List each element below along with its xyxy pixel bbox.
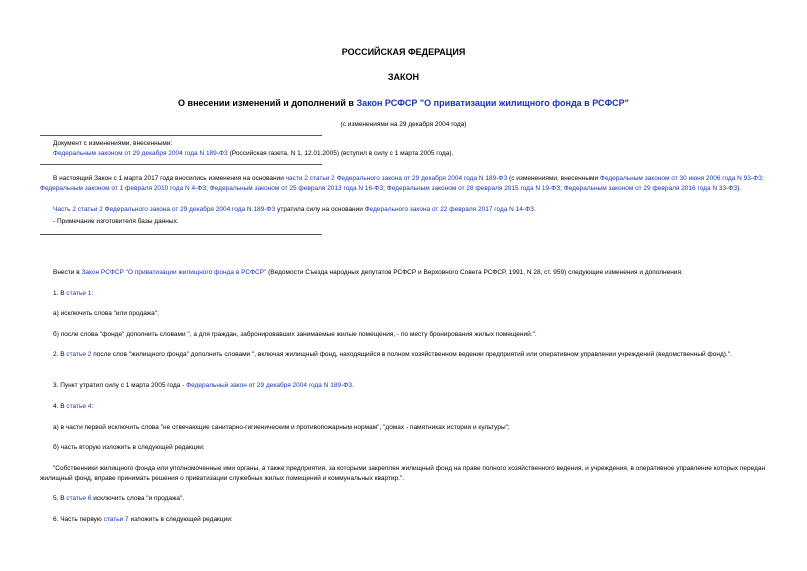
law-reference-link[interactable]: Федеральным законом от 1 февраля 2010 года N 4-ФЗ [40, 185, 207, 192]
changes-note-source: (Российская газета, N 1, 12.01.2005) (вступил в силу с 1 марта 2005 года). [227, 150, 454, 157]
item-1b: б) после слова "фонде" дополнить словами ", а для граждан, забронировавших занимаемые жилые помещения, - по месту бронирования жилых помещений.". [53, 331, 537, 338]
law-reference-link[interactable]: статье 1 [66, 290, 92, 297]
text-run: 3. Пункт утратил силу с 1 марта 2005 года - [53, 382, 187, 389]
text-run: . [352, 382, 354, 389]
text-run: 1. В [53, 290, 67, 297]
law-reference-link[interactable]: Часть 2 статьи 2 Федерального закона от 29 декабря 2004 года N 189-ФЗ [53, 206, 276, 213]
text-run: 2. В [53, 351, 67, 358]
amendment-note-p2 [40, 205, 770, 215]
law-reference-link[interactable]: статье 2 [66, 351, 92, 358]
text-run: исключить слова "и продажа". [91, 495, 185, 502]
item-4b: б) часть вторую изложить в следующей редакции: [53, 444, 205, 451]
law-reference-link[interactable]: Федеральным законом от 28 февраля 2015 года N 19-ФЗ [386, 185, 561, 192]
doc-type-heading: ЗАКОН [387, 72, 420, 82]
law-reference-link[interactable]: Федеральный закон от 29 декабря 2004 года N 189-ФЗ [186, 382, 353, 389]
changes-note [40, 139, 770, 159]
divider [40, 135, 322, 136]
law-reference-link[interactable]: статье 4 [66, 403, 92, 410]
item-5 [40, 494, 770, 504]
text-run: утратила силу на основании [275, 206, 365, 213]
fz-189-link[interactable]: Федеральным законом от 29 декабря 2004 года N 189-ФЗ [53, 150, 228, 157]
title-law-link[interactable]: Закон РСФСР "О приватизации жилищного фонда в РСФСР" [356, 98, 629, 108]
text-run: . [533, 206, 536, 213]
item-3 [40, 381, 770, 391]
text-run: изложить в следующей редакции: [128, 516, 233, 523]
law-reference-link[interactable]: статьи 7 [103, 516, 129, 523]
divider [40, 234, 322, 235]
text-run: : [91, 403, 94, 410]
law-reference-link[interactable]: Закон РСФСР "О приватизации жилищного фонда в РСФСР" [81, 269, 267, 276]
text-run: Внести в [53, 269, 82, 276]
item-1a: а) исключить слова "или продажа"; [53, 310, 159, 317]
text-run: ; [761, 175, 764, 182]
item-4a: а) в части первой исключить слова "не отвечающие санитарно-гигиеническим и противопожарным нормам", "домах - памятниках истории и культуры"; [53, 424, 510, 431]
text-run: В настоящий Закон с 1 марта 2017 года вносились изменения на основании [53, 175, 286, 182]
law-reference-link[interactable]: статье 6 [66, 495, 92, 502]
law-reference-link[interactable]: части 2 статьи 2 Федерального закона от 29 декабря 2004 года N 189-ФЗ [285, 175, 508, 182]
text-run: ; [206, 185, 210, 192]
doc-title [0, 98, 807, 108]
item-4 [40, 402, 770, 412]
intro-paragraph [40, 268, 770, 278]
item-1 [40, 289, 770, 299]
item-6 [40, 515, 770, 525]
text-run: ; [560, 185, 564, 192]
law-reference-link[interactable]: Федеральным законом от 30 июня 2006 года N 93-ФЗ [599, 175, 762, 182]
text-run: ; [383, 185, 387, 192]
law-reference-link[interactable]: Федеральным законом от 29 февраля 2016 года N 33-ФЗ [563, 185, 738, 192]
changes-note-label: Документ с изменениями, внесенными: [53, 140, 173, 147]
item-4-quote: "Собственники жилищного фонда или уполномоченные ими органы, а также предприятия, за которыми закреплен жилищный фонд на праве полного хозяйственного ведения, и учреждения, в оперативное управление которых передан жилищный фонд, вправе принимать решения о приватизации служебных жилых помещений и коммунальных квартир.". [40, 465, 766, 482]
law-reference-link[interactable]: Федерального закона от 22 февраля 2017 года N 14-ФЗ [364, 206, 534, 213]
item-2 [40, 350, 770, 360]
title-prefix: О внесении изменений и дополнений в [178, 98, 357, 108]
text-run: после слов "жилищного фонда" дополнить словами ", включая жилищный фонд, находящийся в полном хозяйственном ведении предприятий или оперативном управлении учреждений (ведомственный фонд).". [91, 351, 732, 358]
country-heading: РОССИЙСКАЯ ФЕДЕРАЦИЯ [341, 47, 466, 57]
text-run: ). [737, 185, 742, 192]
divider [40, 164, 322, 165]
text-run: : [91, 290, 94, 297]
text-run: 6. Часть первую [53, 516, 104, 523]
text-run: 5. В [53, 495, 67, 502]
text-run: 4. В [53, 403, 67, 410]
edition-note: (с изменениями на 29 декабря 2004 года) [340, 121, 467, 128]
amendment-note-p1 [40, 174, 770, 194]
text-run: (Ведомости Съезда народных депутатов РСФСР и Верховного Совета РСФСР, 1991, N 28, ст. 959) следующие изменения и дополнения: [266, 269, 683, 276]
text-run: (с изменениями, внесенными [507, 175, 600, 182]
law-reference-link[interactable]: Федеральным законом от 25 февраля 2013 года N 16-ФЗ [209, 185, 384, 192]
db-producer-note: - Примечание изготовителя базы данных. [53, 218, 179, 225]
